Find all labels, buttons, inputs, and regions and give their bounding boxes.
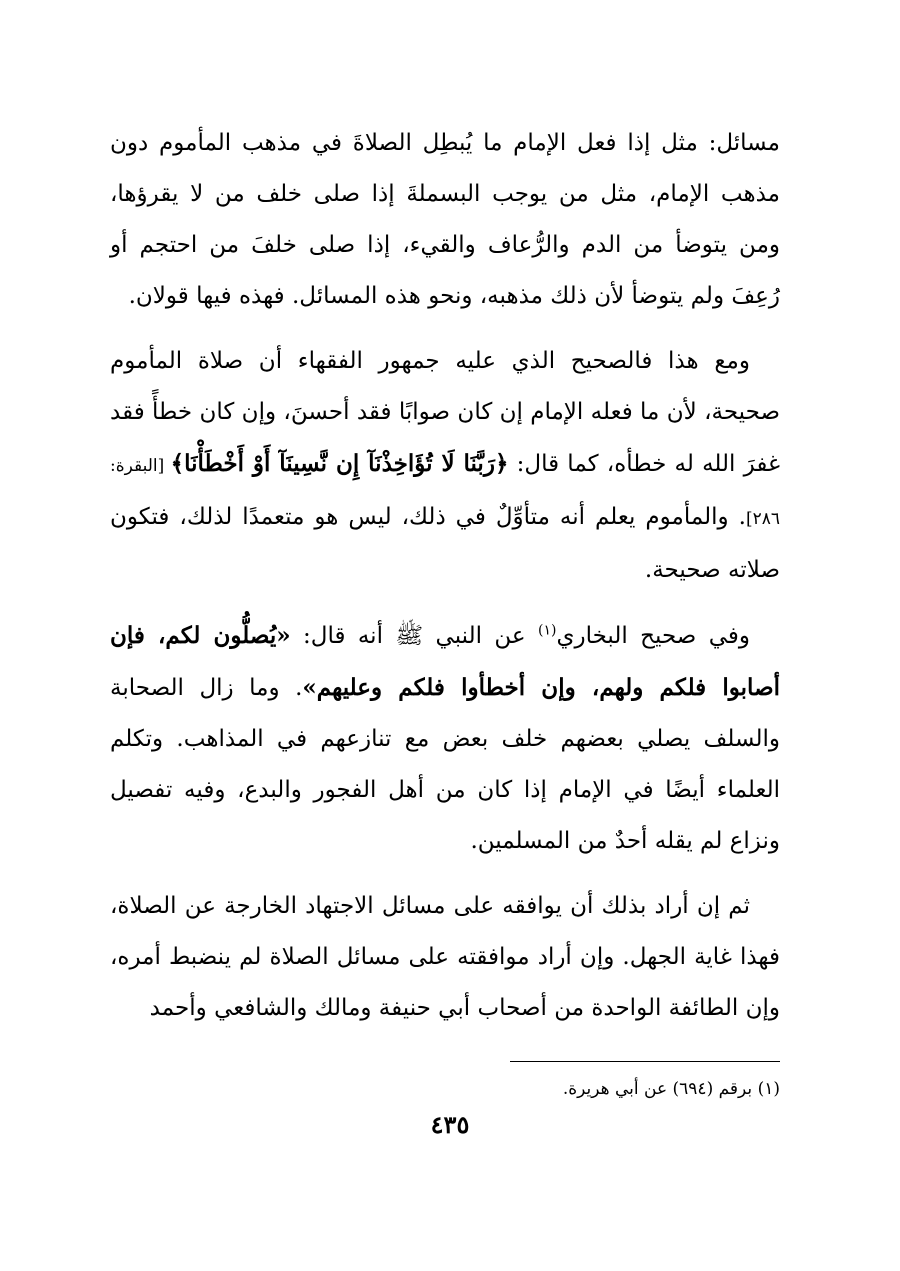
footnote-divider (510, 1061, 780, 1062)
verse-reference: [البقرة: ٢٨٦] (110, 456, 780, 529)
paragraph-4: ثم إن أراد بذلك أن يوافقه على مسائل الاجتهاد الخارجة عن الصلاة، فهذا غاية الجهل. وإن أراد موافقته على مسائل الصلاة لم ينضبط أمره، وإن الطائفة الواحدة من أصحاب أبي حنيفة ومالك والشافعي وأحمد (110, 893, 780, 1021)
paragraph-2-text-after: . والمأموم يعلم أنه متأوِّلٌ في ذلك، ليس هو متعمدًا لذلك، فتكون صلاته صحيحة. (110, 504, 780, 583)
footnote-marker: (١) (538, 622, 557, 639)
footnote (563, 1075, 780, 1103)
paragraph-1: مسائل: مثل إذا فعل الإمام ما يُبطِل الصلاةَ في مذهب المأموم دون مذهب الإمام، مثل من يوجب البسملةَ إذا صلى خلف من لا يقرؤها، ومن يتوضأ من الدم والرُّعاف والقيء، إذا صلى خلفَ من احتجم أو رُعِفَ ولم يتوضأ لأن ذلك مذهبه، ونحو هذه المسائل. فهذه فيها قولان. (110, 130, 780, 309)
paragraph-3-text-after: . وما زال الصحابة والسلف يصلي بعضهم خلف بعض مع تنازعهم في المذاهب. وتكلم العلماء أيضًا في الإمام إذا كان من أهل الفجور والبدع، وفيه تفصيل ونزاع لم يقله أحدٌ من المسلمين. (110, 675, 780, 854)
paragraph-3 (110, 610, 780, 867)
paragraph-3-text-middle: عن النبي ﷺ أنه قال: (290, 623, 538, 649)
quran-verse: ﴿رَبَّنَا لَا تُؤَاخِذْنَآ إِن نَّسِينَآ أَوْ أَخْطَأْنَا﴾ (170, 450, 509, 477)
footnote-number: (١) (757, 1079, 780, 1099)
paragraph-3-text-before: وفي صحيح البخاري (556, 623, 750, 649)
page-body (110, 118, 780, 1048)
paragraph-2 (110, 336, 780, 596)
page-number: ٤٣٥ (430, 1110, 470, 1139)
hadith-quote: «يُصلُّون لكم، فإن أصابوا فلكم ولهم، وإن أخطأوا فلكم وعليهم» (110, 622, 780, 701)
paragraph-2-text-before: ومع هذا فالصحيح الذي عليه جمهور الفقهاء أن صلاة المأموم صحيحة، لأن ما فعله الإمام إن كان صوابًا فقد أحسنَ، وإن كان خطأً فقد غفرَ الله له خطأه، كما قال: (110, 348, 781, 477)
footnote-text: برقم (٦٩٤) عن أبي هريرة. (562, 1079, 753, 1099)
